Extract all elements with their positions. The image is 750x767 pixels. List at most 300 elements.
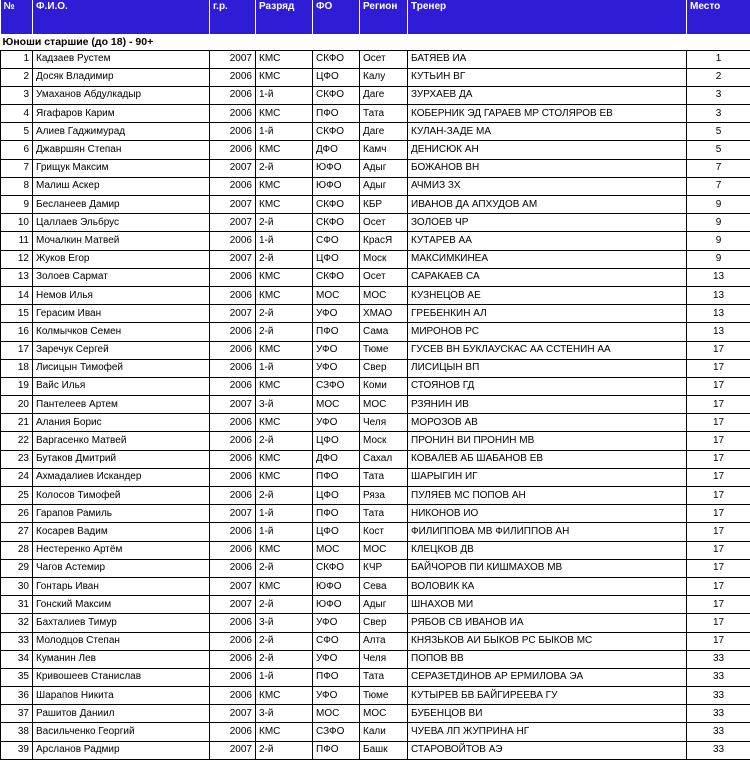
table-row bbox=[1, 123, 750, 141]
place-cell: 17 bbox=[687, 377, 750, 395]
rank-cell: 1-й bbox=[256, 359, 313, 377]
rank-cell: КМС bbox=[256, 377, 313, 395]
table-row bbox=[1, 668, 750, 686]
table-row bbox=[1, 487, 750, 505]
athlete-name-cell: Герасим Иван bbox=[33, 305, 210, 323]
birth-year-cell: 2007 bbox=[210, 50, 256, 68]
birth-year-cell: 2007 bbox=[210, 577, 256, 595]
coach-cell: ПРОНИН ВИ ПРОНИН МВ bbox=[408, 432, 687, 450]
athlete-name-cell: Кривошеев Станислав bbox=[33, 668, 210, 686]
table-row bbox=[1, 159, 750, 177]
row-number-cell: 23 bbox=[1, 450, 33, 468]
athlete-name-cell: Умаханов Абдулкадыр bbox=[33, 86, 210, 104]
coach-cell: ГУСЕВ ВН БУКЛАУСКАС АА ССТЕНИН АА bbox=[408, 341, 687, 359]
table-row bbox=[1, 359, 750, 377]
place-cell: 5 bbox=[687, 123, 750, 141]
header-coach: Тренер bbox=[408, 0, 687, 34]
table-row bbox=[1, 432, 750, 450]
coach-cell: БАТЯЕВ ИА bbox=[408, 50, 687, 68]
row-number-cell: 12 bbox=[1, 250, 33, 268]
coach-cell: ЗУРХАЕВ ДА bbox=[408, 86, 687, 104]
athlete-name-cell: Колосов Тимофей bbox=[33, 487, 210, 505]
region-cell: МОС bbox=[360, 396, 408, 414]
rank-cell: КМС bbox=[256, 414, 313, 432]
birth-year-cell: 2006 bbox=[210, 487, 256, 505]
region-cell: Осет bbox=[360, 268, 408, 286]
rank-cell: 1-й bbox=[256, 232, 313, 250]
row-number-cell: 26 bbox=[1, 505, 33, 523]
birth-year-cell: 2006 bbox=[210, 650, 256, 668]
rank-cell: 2-й bbox=[256, 432, 313, 450]
place-cell: 33 bbox=[687, 687, 750, 705]
coach-cell: ЛИСИЦЫН ВП bbox=[408, 359, 687, 377]
birth-year-cell: 2006 bbox=[210, 450, 256, 468]
rank-cell: 2-й bbox=[256, 632, 313, 650]
coach-cell: ЧУЕВА ЛП ЖУПРИНА НГ bbox=[408, 723, 687, 741]
athlete-name-cell: Грищук Максим bbox=[33, 159, 210, 177]
place-cell: 17 bbox=[687, 614, 750, 632]
table-row bbox=[1, 505, 750, 523]
row-number-cell: 38 bbox=[1, 723, 33, 741]
header-row bbox=[1, 0, 750, 34]
place-cell: 9 bbox=[687, 196, 750, 214]
place-cell: 33 bbox=[687, 741, 750, 759]
table-row bbox=[1, 396, 750, 414]
rank-cell: 2-й bbox=[256, 305, 313, 323]
athlete-name-cell: Бахталиев Тимур bbox=[33, 614, 210, 632]
coach-cell: МИРОНОВ РС bbox=[408, 323, 687, 341]
region-cell: Даге bbox=[360, 86, 408, 104]
row-number-cell: 14 bbox=[1, 286, 33, 304]
birth-year-cell: 2007 bbox=[210, 741, 256, 759]
district-cell: УФО bbox=[313, 359, 360, 377]
table-row bbox=[1, 250, 750, 268]
table-row bbox=[1, 232, 750, 250]
athlete-name-cell: Гарапов Рамиль bbox=[33, 505, 210, 523]
header-fio: Ф.И.О. bbox=[33, 0, 210, 34]
region-cell: Тата bbox=[360, 468, 408, 486]
region-cell: Сахал bbox=[360, 450, 408, 468]
region-cell: Камч bbox=[360, 141, 408, 159]
coach-cell: МОРОЗОВ АВ bbox=[408, 414, 687, 432]
row-number-cell: 27 bbox=[1, 523, 33, 541]
region-cell: МОС bbox=[360, 541, 408, 559]
district-cell: УФО bbox=[313, 305, 360, 323]
table-row bbox=[1, 50, 750, 68]
region-cell: Ряза bbox=[360, 487, 408, 505]
table-row bbox=[1, 687, 750, 705]
place-cell: 17 bbox=[687, 505, 750, 523]
row-number-cell: 39 bbox=[1, 741, 33, 759]
athlete-name-cell: Заречук Сергей bbox=[33, 341, 210, 359]
athlete-name-cell: Куманин Лев bbox=[33, 650, 210, 668]
row-number-cell: 25 bbox=[1, 487, 33, 505]
athlete-name-cell: Варгасенко Матвей bbox=[33, 432, 210, 450]
table-row bbox=[1, 741, 750, 759]
region-cell: КЧР bbox=[360, 559, 408, 577]
place-cell: 17 bbox=[687, 523, 750, 541]
table-row bbox=[1, 596, 750, 614]
region-cell: Башк bbox=[360, 741, 408, 759]
athlete-name-cell: Вайс Илья bbox=[33, 377, 210, 395]
table-row bbox=[1, 468, 750, 486]
coach-cell: БУБЕНЦОВ ВИ bbox=[408, 705, 687, 723]
region-cell: КБР bbox=[360, 196, 408, 214]
place-cell: 9 bbox=[687, 214, 750, 232]
district-cell: СКФО bbox=[313, 214, 360, 232]
region-cell: Челя bbox=[360, 650, 408, 668]
district-cell: СЗФО bbox=[313, 377, 360, 395]
rank-cell: КМС bbox=[256, 541, 313, 559]
district-cell: СКФО bbox=[313, 559, 360, 577]
district-cell: МОС bbox=[313, 286, 360, 304]
district-cell: МОС bbox=[313, 396, 360, 414]
birth-year-cell: 2006 bbox=[210, 123, 256, 141]
table-row bbox=[1, 341, 750, 359]
header-place: Место bbox=[687, 0, 750, 34]
birth-year-cell: 2006 bbox=[210, 559, 256, 577]
birth-year-cell: 2007 bbox=[210, 705, 256, 723]
coach-cell: ИВАНОВ ДА АПХУДОВ АМ bbox=[408, 196, 687, 214]
district-cell: ЦФО bbox=[313, 487, 360, 505]
birth-year-cell: 2006 bbox=[210, 377, 256, 395]
district-cell: ПФО bbox=[313, 105, 360, 123]
district-cell: СФО bbox=[313, 632, 360, 650]
birth-year-cell: 2006 bbox=[210, 359, 256, 377]
athlete-name-cell: Ягафаров Карим bbox=[33, 105, 210, 123]
birth-year-cell: 2006 bbox=[210, 432, 256, 450]
place-cell: 3 bbox=[687, 105, 750, 123]
birth-year-cell: 2006 bbox=[210, 105, 256, 123]
birth-year-cell: 2007 bbox=[210, 159, 256, 177]
place-cell: 1 bbox=[687, 50, 750, 68]
place-cell: 5 bbox=[687, 141, 750, 159]
athlete-name-cell: Цаллаев Эльбрус bbox=[33, 214, 210, 232]
rank-cell: 2-й bbox=[256, 250, 313, 268]
district-cell: СКФО bbox=[313, 196, 360, 214]
athlete-name-cell: Нестеренко Артём bbox=[33, 541, 210, 559]
district-cell: ПФО bbox=[313, 323, 360, 341]
row-number-cell: 8 bbox=[1, 177, 33, 195]
table-row bbox=[1, 196, 750, 214]
region-cell: Кали bbox=[360, 723, 408, 741]
rank-cell: 2-й bbox=[256, 214, 313, 232]
row-number-cell: 9 bbox=[1, 196, 33, 214]
header-rank: Разряд bbox=[256, 0, 313, 34]
region-cell: КрасЯ bbox=[360, 232, 408, 250]
place-cell: 17 bbox=[687, 632, 750, 650]
place-cell: 33 bbox=[687, 668, 750, 686]
athlete-name-cell: Ахмадалиев Искандер bbox=[33, 468, 210, 486]
coach-cell: НИКОНОВ ИО bbox=[408, 505, 687, 523]
birth-year-cell: 2007 bbox=[210, 596, 256, 614]
rank-cell: 1-й bbox=[256, 505, 313, 523]
rank-cell: 3-й bbox=[256, 396, 313, 414]
region-cell: Сама bbox=[360, 323, 408, 341]
rank-cell: КМС bbox=[256, 196, 313, 214]
rank-cell: КМС bbox=[256, 177, 313, 195]
place-cell: 17 bbox=[687, 432, 750, 450]
coach-cell: ЗОЛОЕВ ЧР bbox=[408, 214, 687, 232]
rank-cell: 2-й bbox=[256, 159, 313, 177]
birth-year-cell: 2006 bbox=[210, 268, 256, 286]
row-number-cell: 13 bbox=[1, 268, 33, 286]
athlete-name-cell: Кадзаев Рустем bbox=[33, 50, 210, 68]
district-cell: УФО bbox=[313, 341, 360, 359]
district-cell: ЦФО bbox=[313, 523, 360, 541]
row-number-cell: 1 bbox=[1, 50, 33, 68]
birth-year-cell: 2006 bbox=[210, 68, 256, 86]
athlete-name-cell: Жуков Егор bbox=[33, 250, 210, 268]
coach-cell: КУЛАН-ЗАДЕ МА bbox=[408, 123, 687, 141]
region-cell: Тюме bbox=[360, 341, 408, 359]
coach-cell: РЯБОВ СВ ИВАНОВ ИА bbox=[408, 614, 687, 632]
row-number-cell: 7 bbox=[1, 159, 33, 177]
coach-cell: СЕРАЗЕТДИНОВ АР ЕРМИЛОВА ЭА bbox=[408, 668, 687, 686]
table-row bbox=[1, 268, 750, 286]
district-cell: ДФО bbox=[313, 141, 360, 159]
place-cell: 9 bbox=[687, 250, 750, 268]
district-cell: ПФО bbox=[313, 468, 360, 486]
athlete-name-cell: Пантелеев Артем bbox=[33, 396, 210, 414]
table-row bbox=[1, 214, 750, 232]
birth-year-cell: 2006 bbox=[210, 668, 256, 686]
region-cell: Коми bbox=[360, 377, 408, 395]
row-number-cell: 2 bbox=[1, 68, 33, 86]
birth-year-cell: 2006 bbox=[210, 232, 256, 250]
district-cell: УФО bbox=[313, 650, 360, 668]
district-cell: ЮФО bbox=[313, 177, 360, 195]
athlete-name-cell: Алания Борис bbox=[33, 414, 210, 432]
athlete-name-cell: Гонтарь Иван bbox=[33, 577, 210, 595]
district-cell: СФО bbox=[313, 232, 360, 250]
birth-year-cell: 2006 bbox=[210, 687, 256, 705]
region-cell: Свер bbox=[360, 359, 408, 377]
place-cell: 13 bbox=[687, 268, 750, 286]
table-row bbox=[1, 105, 750, 123]
region-cell: Кост bbox=[360, 523, 408, 541]
table-row bbox=[1, 614, 750, 632]
place-cell: 13 bbox=[687, 305, 750, 323]
rank-cell: КМС bbox=[256, 286, 313, 304]
birth-year-cell: 2007 bbox=[210, 214, 256, 232]
row-number-cell: 6 bbox=[1, 141, 33, 159]
region-cell: ХМАО bbox=[360, 305, 408, 323]
table-row bbox=[1, 377, 750, 395]
table-row bbox=[1, 577, 750, 595]
row-number-cell: 32 bbox=[1, 614, 33, 632]
rank-cell: 1-й bbox=[256, 668, 313, 686]
coach-cell: КЛЕЦКОВ ДВ bbox=[408, 541, 687, 559]
birth-year-cell: 2006 bbox=[210, 468, 256, 486]
row-number-cell: 31 bbox=[1, 596, 33, 614]
table-row bbox=[1, 141, 750, 159]
place-cell: 17 bbox=[687, 487, 750, 505]
region-cell: Тюме bbox=[360, 687, 408, 705]
athlete-name-cell: Джавршян Степан bbox=[33, 141, 210, 159]
region-cell: Даге bbox=[360, 123, 408, 141]
coach-cell: КУТЫРЕВ БВ БАЙГИРЕЕВА ГУ bbox=[408, 687, 687, 705]
athlete-name-cell: Чагов Астемир bbox=[33, 559, 210, 577]
coach-cell: КОВАЛЕВ АБ ШАБАНОВ ЕВ bbox=[408, 450, 687, 468]
district-cell: УФО bbox=[313, 414, 360, 432]
rank-cell: КМС bbox=[256, 105, 313, 123]
athlete-name-cell: Рашитов Даниил bbox=[33, 705, 210, 723]
row-number-cell: 36 bbox=[1, 687, 33, 705]
coach-cell: ГРЕБЕНКИН АЛ bbox=[408, 305, 687, 323]
birth-year-cell: 2007 bbox=[210, 396, 256, 414]
district-cell: ПФО bbox=[313, 505, 360, 523]
header-number: № bbox=[1, 0, 33, 34]
district-cell: СЗФО bbox=[313, 723, 360, 741]
rank-cell: 2-й bbox=[256, 559, 313, 577]
rank-cell: КМС bbox=[256, 141, 313, 159]
table-row bbox=[1, 705, 750, 723]
table-row bbox=[1, 450, 750, 468]
region-cell: Тата bbox=[360, 505, 408, 523]
row-number-cell: 3 bbox=[1, 86, 33, 104]
row-number-cell: 28 bbox=[1, 541, 33, 559]
place-cell: 7 bbox=[687, 159, 750, 177]
athlete-name-cell: Мочалкин Матвей bbox=[33, 232, 210, 250]
row-number-cell: 22 bbox=[1, 432, 33, 450]
district-cell: ЮФО bbox=[313, 159, 360, 177]
header-district: ФО bbox=[313, 0, 360, 34]
place-cell: 17 bbox=[687, 414, 750, 432]
rank-cell: КМС bbox=[256, 68, 313, 86]
coach-cell: МАКСИМКИНЕА bbox=[408, 250, 687, 268]
place-cell: 17 bbox=[687, 596, 750, 614]
district-cell: СКФО bbox=[313, 86, 360, 104]
place-cell: 7 bbox=[687, 177, 750, 195]
district-cell: МОС bbox=[313, 541, 360, 559]
birth-year-cell: 2006 bbox=[210, 323, 256, 341]
coach-cell: РЗЯНИН ИВ bbox=[408, 396, 687, 414]
coach-cell: СТАРОВОЙТОВ АЭ bbox=[408, 741, 687, 759]
coach-cell: ПУЛЯЕВ МС ПОПОВ АН bbox=[408, 487, 687, 505]
district-cell: СКФО bbox=[313, 123, 360, 141]
table-row bbox=[1, 414, 750, 432]
place-cell: 3 bbox=[687, 86, 750, 104]
coach-cell: ПОПОВ ВВ bbox=[408, 650, 687, 668]
row-number-cell: 10 bbox=[1, 214, 33, 232]
coach-cell: ШАРЫГИН ИГ bbox=[408, 468, 687, 486]
rank-cell: 1-й bbox=[256, 86, 313, 104]
district-cell: ЦФО bbox=[313, 432, 360, 450]
rank-cell: КМС bbox=[256, 341, 313, 359]
rank-cell: 2-й bbox=[256, 650, 313, 668]
coach-cell: АЧМИЗ ЗХ bbox=[408, 177, 687, 195]
birth-year-cell: 2006 bbox=[210, 614, 256, 632]
district-cell: УФО bbox=[313, 614, 360, 632]
header-region: Регион bbox=[360, 0, 408, 34]
rank-cell: 1-й bbox=[256, 523, 313, 541]
birth-year-cell: 2007 bbox=[210, 250, 256, 268]
birth-year-cell: 2007 bbox=[210, 305, 256, 323]
district-cell: ПФО bbox=[313, 668, 360, 686]
coach-cell: СТОЯНОВ ГД bbox=[408, 377, 687, 395]
rank-cell: КМС bbox=[256, 50, 313, 68]
birth-year-cell: 2006 bbox=[210, 341, 256, 359]
row-number-cell: 33 bbox=[1, 632, 33, 650]
category-title: Юноши старшие (до 18) - 90+ bbox=[2, 35, 154, 48]
region-cell: Сева bbox=[360, 577, 408, 595]
row-number-cell: 29 bbox=[1, 559, 33, 577]
rank-cell: 2-й bbox=[256, 323, 313, 341]
row-number-cell: 11 bbox=[1, 232, 33, 250]
place-cell: 33 bbox=[687, 650, 750, 668]
table-row bbox=[1, 68, 750, 86]
table-row bbox=[1, 305, 750, 323]
athlete-name-cell: Малиш Аскер bbox=[33, 177, 210, 195]
row-number-cell: 21 bbox=[1, 414, 33, 432]
athlete-name-cell: Арсланов Радмир bbox=[33, 741, 210, 759]
place-cell: 13 bbox=[687, 323, 750, 341]
region-cell: Адыг bbox=[360, 159, 408, 177]
place-cell: 9 bbox=[687, 232, 750, 250]
rank-cell: 3-й bbox=[256, 614, 313, 632]
place-cell: 13 bbox=[687, 286, 750, 304]
place-cell: 17 bbox=[687, 577, 750, 595]
rank-cell: КМС bbox=[256, 468, 313, 486]
row-number-cell: 24 bbox=[1, 468, 33, 486]
birth-year-cell: 2006 bbox=[210, 286, 256, 304]
region-cell: МОС bbox=[360, 286, 408, 304]
birth-year-cell: 2006 bbox=[210, 632, 256, 650]
region-cell: Алта bbox=[360, 632, 408, 650]
athlete-name-cell: Колмычков Семен bbox=[33, 323, 210, 341]
coach-cell: КОБЕРНИК ЭД ГАРАЕВ МР СТОЛЯРОВ ЕВ bbox=[408, 105, 687, 123]
coach-cell: КНЯЗЬКОВ АИ БЫКОВ РС БЫКОВ МС bbox=[408, 632, 687, 650]
table-row bbox=[1, 523, 750, 541]
rank-cell: 2-й bbox=[256, 741, 313, 759]
region-cell: Калу bbox=[360, 68, 408, 86]
row-number-cell: 19 bbox=[1, 377, 33, 395]
row-number-cell: 34 bbox=[1, 650, 33, 668]
row-number-cell: 37 bbox=[1, 705, 33, 723]
row-number-cell: 4 bbox=[1, 105, 33, 123]
rank-cell: КМС bbox=[256, 723, 313, 741]
table-row bbox=[1, 86, 750, 104]
table-row bbox=[1, 723, 750, 741]
region-cell: Осет bbox=[360, 214, 408, 232]
rank-cell: 2-й bbox=[256, 487, 313, 505]
place-cell: 17 bbox=[687, 541, 750, 559]
rank-cell: 1-й bbox=[256, 123, 313, 141]
district-cell: ЮФО bbox=[313, 577, 360, 595]
coach-cell: КУЗНЕЦОВ АЕ bbox=[408, 286, 687, 304]
district-cell: ПФО bbox=[313, 741, 360, 759]
coach-cell: ДЕНИСЮК АН bbox=[408, 141, 687, 159]
row-number-cell: 30 bbox=[1, 577, 33, 595]
athlete-name-cell: Лисицын Тимофей bbox=[33, 359, 210, 377]
region-cell: МОС bbox=[360, 705, 408, 723]
birth-year-cell: 2006 bbox=[210, 523, 256, 541]
rank-cell: КМС bbox=[256, 577, 313, 595]
district-cell: ЮФО bbox=[313, 596, 360, 614]
rank-cell: КМС bbox=[256, 450, 313, 468]
district-cell: ЦФО bbox=[313, 250, 360, 268]
region-cell: Адыг bbox=[360, 177, 408, 195]
birth-year-cell: 2007 bbox=[210, 505, 256, 523]
table-row bbox=[1, 559, 750, 577]
row-number-cell: 18 bbox=[1, 359, 33, 377]
athlete-name-cell: Васильченко Георгий bbox=[33, 723, 210, 741]
region-cell: Тата bbox=[360, 668, 408, 686]
table-row bbox=[1, 286, 750, 304]
region-cell: Свер bbox=[360, 614, 408, 632]
table-row bbox=[1, 650, 750, 668]
